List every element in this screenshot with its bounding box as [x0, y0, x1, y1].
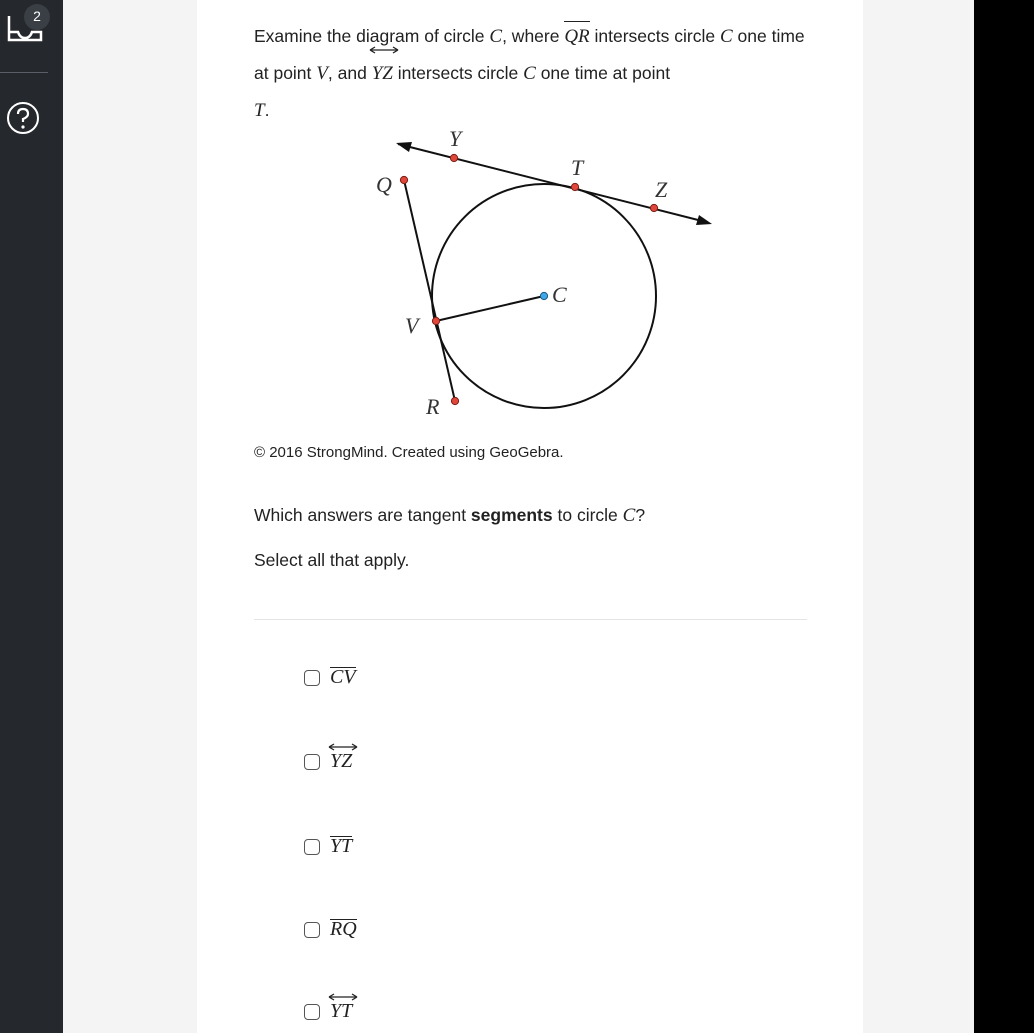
prompt-part: one time at point [535, 63, 671, 83]
circle-diagram [374, 118, 719, 423]
line-arrow-icon [328, 742, 358, 752]
option-label: YZ [330, 750, 353, 772]
option-4[interactable] [304, 918, 357, 941]
label-t: T [571, 155, 584, 180]
option-checkbox[interactable] [304, 922, 320, 938]
segment-qr: QR [564, 19, 589, 55]
arrowhead-right-icon [696, 215, 712, 225]
line-yz-label: YZ [371, 63, 393, 84]
math-t: T [254, 100, 265, 121]
point-q [400, 176, 407, 183]
inbox-badge: 2 [24, 4, 50, 30]
math-c: C [719, 26, 733, 47]
option-checkbox[interactable] [304, 754, 320, 770]
option-1[interactable] [304, 666, 356, 689]
option-3[interactable] [304, 835, 352, 858]
prompt-text [254, 18, 814, 129]
line-arrow-icon [328, 992, 358, 1002]
label-c: C [552, 282, 567, 307]
math-v: V [316, 63, 328, 84]
radius-cv [436, 296, 544, 321]
prompt-part: , and [327, 63, 372, 83]
help-button[interactable] [6, 101, 40, 135]
help-icon [6, 101, 40, 135]
label-r: R [426, 394, 440, 419]
option-checkbox[interactable] [304, 839, 320, 855]
option-label: YT [330, 1000, 353, 1022]
question-emphasis: segments [470, 505, 553, 525]
line-arrow-icon [369, 45, 399, 55]
instruction-text: Select all that apply. [254, 550, 410, 570]
option-label: YT [330, 835, 353, 857]
prompt-part: intersects circle [392, 63, 524, 83]
math-c: C [523, 63, 536, 84]
divider [254, 619, 807, 620]
point-t [571, 183, 578, 190]
prompt-part: Examine the diagram of circle [254, 26, 490, 46]
label-z: Z [655, 177, 668, 202]
prompt-part: intersects circle [589, 26, 720, 46]
point-z [650, 204, 657, 211]
question-text [254, 505, 645, 527]
question-part: ? [635, 505, 646, 525]
image-credit: © 2016 StrongMind. Created using GeoGebra. [254, 444, 564, 461]
math-c: C [489, 26, 503, 47]
point-r [451, 397, 458, 404]
right-panel [974, 0, 1034, 1033]
arrowhead-left-icon [396, 142, 412, 152]
label-q: Q [376, 172, 392, 197]
option-checkbox[interactable] [304, 670, 320, 686]
sidebar-divider [0, 72, 48, 73]
option-label-line [330, 1000, 352, 1023]
point-y [450, 154, 457, 161]
option-label: RQ [330, 918, 357, 940]
point-c [540, 292, 547, 299]
prompt-part: , where [502, 26, 565, 46]
option-checkbox[interactable] [304, 1004, 320, 1020]
prompt-part: . [264, 100, 270, 120]
tangent-segment-qr [404, 180, 455, 401]
option-5[interactable] [304, 1000, 352, 1023]
label-y: Y [449, 126, 462, 151]
question-part: Which answers are tangent [254, 505, 471, 525]
option-label-line [330, 750, 352, 773]
option-label: CV [330, 666, 356, 688]
line-yz [372, 56, 393, 92]
question-part: to circle [552, 505, 623, 525]
point-v [432, 317, 439, 324]
label-v: V [405, 313, 419, 338]
sidebar [0, 0, 63, 1033]
inbox-button[interactable] [6, 4, 44, 44]
option-2[interactable] [304, 750, 352, 773]
math-c: C [622, 505, 636, 526]
prompt-part: one time at point [254, 26, 805, 83]
